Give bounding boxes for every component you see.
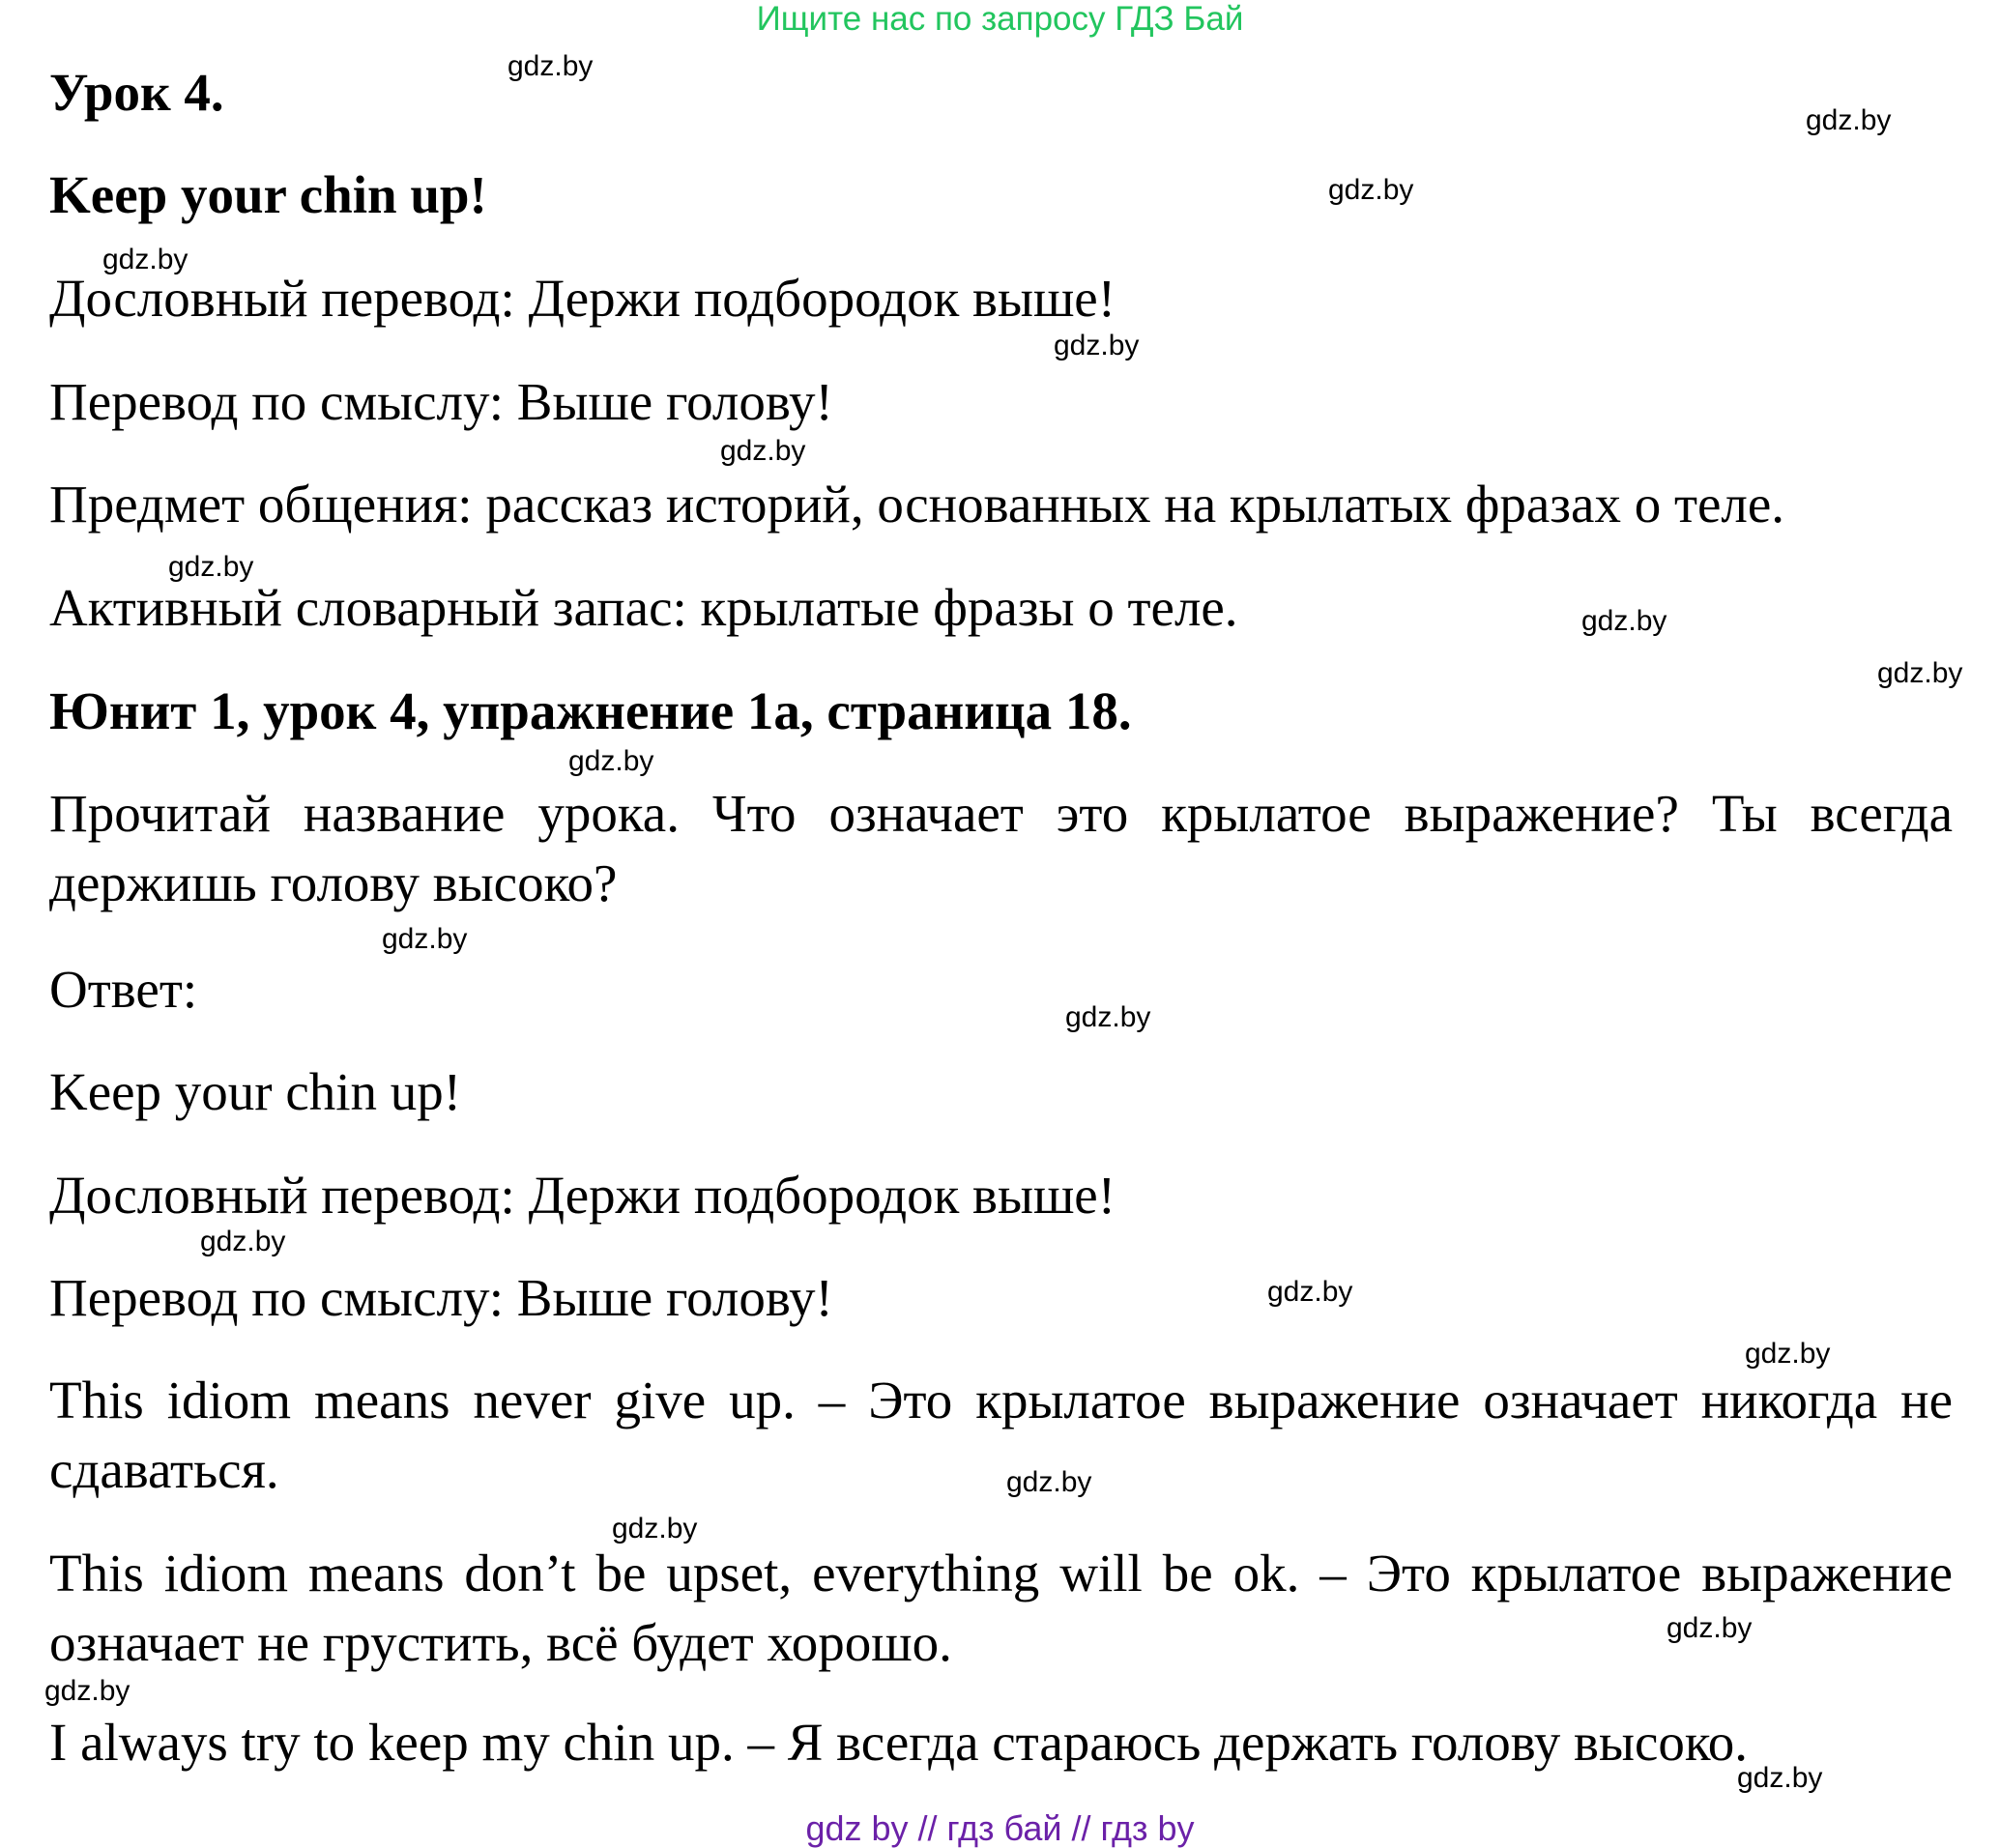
watermark: gdz.by (1877, 657, 1963, 689)
intro-literal-translation: Дословный перевод: Держи подбородок выше! (49, 269, 1116, 328)
answer-label: Ответ: (49, 960, 198, 1019)
search-banner: Ищите нас по запросу ГДЗ Бай (756, 0, 1244, 38)
watermark: gdz.by (1737, 1762, 1823, 1794)
answer-item-1-line-1: This idiom means never give up. – Это крылатое выражение означает никогда не (49, 1371, 1953, 1429)
watermark: gdz.by (168, 551, 254, 583)
answer-item-2-line-2: означает не грустить, всё будет хорошо. (49, 1613, 952, 1672)
watermark: gdz.by (1054, 330, 1140, 361)
answer-item-1 (49, 1366, 1953, 1505)
watermark: gdz.by (1065, 1001, 1151, 1033)
answer-literal-translation: Дословный перевод: Держи подбородок выше! (49, 1166, 1116, 1225)
watermark: gdz.by (200, 1226, 286, 1257)
task-line-1: Прочитай название урока. Что означает это крылатое выражение? Ты всегда (49, 784, 1953, 843)
watermark: gdz.by (382, 923, 468, 955)
footer-links: gdz by // гдз бай // гдз by (805, 1808, 1195, 1848)
watermark: gdz.by (1667, 1612, 1753, 1644)
intro-subject: Предмет общения: рассказ историй, основанных на крылатых фразах о теле. (49, 475, 1784, 534)
answer-item-2 (49, 1539, 1953, 1678)
watermark: gdz.by (720, 435, 806, 467)
watermark: gdz.by (1745, 1338, 1831, 1370)
watermark: gdz.by (1328, 174, 1414, 206)
answer-item-2-line-1: This idiom means don’t be upset, everything will be ok. – Это крылатое выражение (49, 1544, 1953, 1603)
answer-item-1-line-2: сдаваться. (49, 1440, 279, 1499)
watermark: gdz.by (568, 745, 654, 777)
watermark: gdz.by (1006, 1466, 1092, 1498)
answer-phrase: Keep your chin up! (49, 1062, 462, 1121)
watermark: gdz.by (612, 1513, 698, 1545)
watermark: gdz.by (1581, 605, 1667, 637)
lesson-subtitle: Keep your chin up! (49, 165, 487, 224)
watermark: gdz.by (44, 1675, 130, 1707)
lesson-title: Урок 4. (49, 63, 224, 122)
watermark: gdz.by (507, 50, 594, 82)
task-text (49, 779, 1953, 918)
task-line-2: держишь голову высоко? (49, 853, 618, 912)
watermark: gdz.by (1267, 1276, 1353, 1308)
watermark: gdz.by (1806, 104, 1892, 136)
intro-meaning-translation: Перевод по смыслу: Выше голову! (49, 372, 833, 431)
watermark: gdz.by (102, 244, 188, 275)
exercise-heading: Юнит 1, урок 4, упражнение 1а, страница 18. (49, 681, 1132, 740)
answer-item-3: I always try to keep my chin up. – Я всегда стараюсь держать голову высоко. (49, 1713, 1749, 1772)
intro-vocabulary: Активный словарный запас: крылатые фразы о теле. (49, 578, 1238, 637)
answer-meaning-translation: Перевод по смыслу: Выше голову! (49, 1268, 833, 1327)
